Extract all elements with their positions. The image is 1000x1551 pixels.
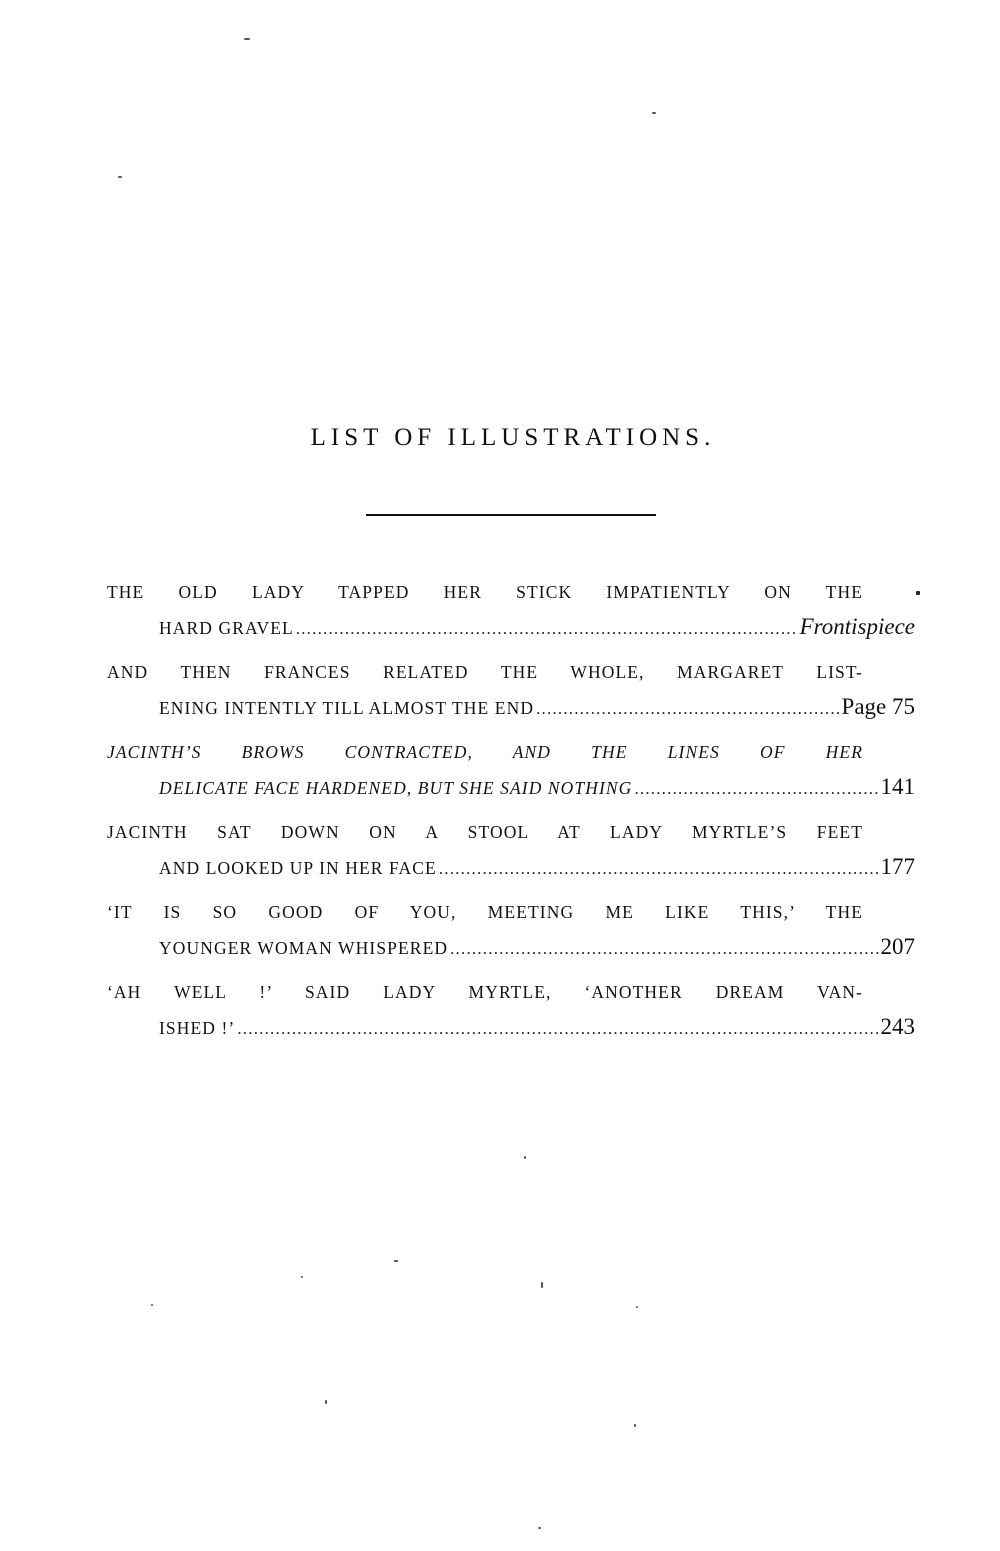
caption-line-1: ‘IT IS SO GOOD OF YOU, MEETING ME LIKE THIS,’ THE [107,902,863,922]
list-item [107,578,915,658]
scan-speck [541,1282,543,1288]
page-reference: 243 [880,1014,915,1039]
list-item [107,898,915,978]
dot-leader [536,694,839,724]
page-reference: Frontispiece [799,614,915,639]
caption-line-1: THE OLD LADY TAPPED HER STICK IMPATIENTLY ON THE [107,582,863,602]
caption-line-2: AND LOOKED UP IN HER FACE [159,858,437,878]
scan-speck [538,1527,541,1529]
scan-speck [394,1260,398,1262]
list-item [107,738,915,818]
page-title: LIST OF ILLUSTRATIONS. [310,424,716,451]
scan-speck [325,1400,327,1404]
dot-leader [237,1014,878,1044]
page-reference: 207 [880,934,915,959]
list-item [107,818,915,898]
caption-line-2: DELICATE FACE HARDENED, BUT SHE SAID NOTHING [159,778,633,798]
scan-speck [244,38,250,40]
title-rule [366,514,656,516]
scan-speck [118,176,122,178]
caption-line-2: HARD GRAVEL [159,618,294,638]
scan-speck [301,1276,303,1278]
scan-speck [524,1156,526,1159]
scan-speck [652,112,656,114]
scan-speck [151,1304,153,1306]
caption-line-2: YOUNGER WOMAN WHISPERED [159,938,449,958]
caption-line-1: ‘AH WELL !’ SAID LADY MYRTLE, ‘ANOTHER DREAM VAN- [107,982,863,1002]
dot-leader [439,854,879,884]
dot-leader [296,614,798,644]
dot-leader [450,934,878,964]
list-item [107,978,915,1058]
caption-line-2-row [159,772,915,802]
scan-speck [634,1424,636,1427]
dot-leader [634,774,878,804]
caption-line-2-row [159,692,915,722]
page-reference: Page 75 [841,694,915,719]
caption-line-2: ISHED !’ [159,1018,236,1038]
caption-line-2-row [159,612,915,642]
caption-line-1: JACINTH SAT DOWN ON A STOOL AT LADY MYRTLE’S FEET [107,822,863,842]
caption-line-2: ENING INTENTLY TILL ALMOST THE END [159,698,535,718]
caption-line-1: AND THEN FRANCES RELATED THE WHOLE, MARGARET LIST- [107,662,863,682]
caption-line-2-row [159,932,915,962]
illustration-list [107,578,915,1058]
page-reference: 141 [880,774,915,799]
page-reference: 177 [880,854,915,879]
caption-line-2-row [159,852,915,882]
list-item [107,658,915,738]
margin-mark [916,591,920,595]
scan-speck [636,1306,638,1308]
caption-line-1: JACINTH’S BROWS CONTRACTED, AND THE LINES OF HER [107,742,863,762]
caption-line-2-row [159,1012,915,1042]
